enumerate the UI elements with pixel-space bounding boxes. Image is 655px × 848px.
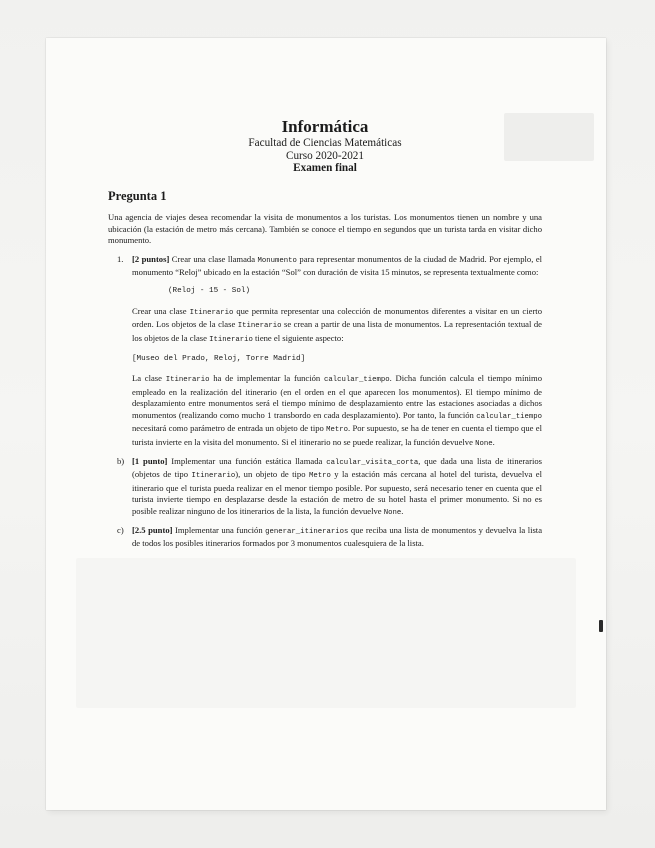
item-marker: b)	[117, 455, 125, 466]
item-1-paragraph-1: [2 puntos] Crear una clase llamada Monumento para representar monumentos de la ciudad de Madrid. Por ejemplo, el monumento “Reloj” ubicado en la estación “Sol” con duración de visita 15 minutos, se representa textualmente como:	[132, 253, 543, 278]
code-example-monumento: (Reloj - 15 - Sol)	[168, 287, 251, 296]
course-title: Informática	[281, 117, 369, 136]
academic-year: Curso 2020-2021	[285, 149, 364, 162]
item-marker: 1.	[117, 253, 124, 264]
item-b-paragraph: [1 punto] Implementar una función estática llamada calcular_visita_corta, que dada una lista de itinerarios (objetos de tipo Itinerario), un objeto de tipo Metro y la estación más cercana al hotel del turista, devuelva el itinerario que el turista pueda realizar en el menor tiempo posible. Por supuesto, será necesario tener en cuenta que el turista invierte tiempo en desplazarse desde la estación de metro de su hotel hasta el primer monumento. Si no es posible realizar ninguno de los itinerarios de la lista, la función devuelve None.	[132, 455, 542, 517]
question-intro: Una agencia de viajes desea recomendar la visita de monumentos a los turistas. Los monumentos tienen un nombre y una ubicación (la estación de metro más cercana). También se conoce el tiempo en segundos que un turista tarda en visitar dicho monumento.	[108, 212, 542, 246]
code-example-itinerario: [Museo del Prado, Reloj, Torre Madrid]	[132, 355, 306, 364]
item-points: [2 puntos]	[132, 253, 170, 264]
item-1-paragraph-2: Crear una clase Itinerario que permita representar una colección de monumentos diferentes a visitar en un cierto orden. Los objetos de la clase Itinerario se crean a partir de una lista de monumentos. La representación textual de los objetos de la clase Itinerario tiene el siguiente aspecto:	[132, 305, 542, 344]
question-item-c	[108, 525, 542, 550]
exam-header	[108, 117, 542, 175]
item-1-paragraph-3: La clase Itinerario ha de implementar la función calcular_tiempo. Dicha función calcula el tiempo mínimo empleado en la realización del itinerario (en el orden en el que aparecen los monumentos). El tiempo mínimo de desplazamiento entre monumentos será el tiempo mínimo de desplazamiento entre las estaciones asociadas a dichos monumentos (realizando como mucho 1 transbordo en cada desplazamiento). Por tanto, la función calcular_tiempo necesitará como parámetro de entrada un objeto de tipo Metro. Por supuesto, se ha de tener en cuenta el tiempo que el turista invierte en la visita del monumento. Si el itinerario no se puede realizar, la función devuelve None.	[132, 373, 543, 448]
item-points: [1 punto]	[132, 455, 168, 466]
faculty-name: Facultad de Ciencias Matemáticas	[248, 137, 402, 149]
question-heading: Pregunta 1	[108, 189, 167, 203]
question-item-1	[108, 254, 542, 450]
binder-clip	[599, 620, 603, 632]
item-points: [2.5 punto]	[132, 524, 173, 535]
question-item-b	[108, 456, 542, 519]
item-marker: c)	[117, 524, 124, 535]
document-content	[108, 117, 542, 556]
item-c-paragraph: [2.5 punto] Implementar una función generar_itinerarios que reciba una lista de monumentos y devuelva la lista de todos los posibles itinerarios formados por 3 monumentos cualesquiera de la lista.	[132, 524, 543, 549]
exam-type: Examen final	[293, 162, 357, 174]
